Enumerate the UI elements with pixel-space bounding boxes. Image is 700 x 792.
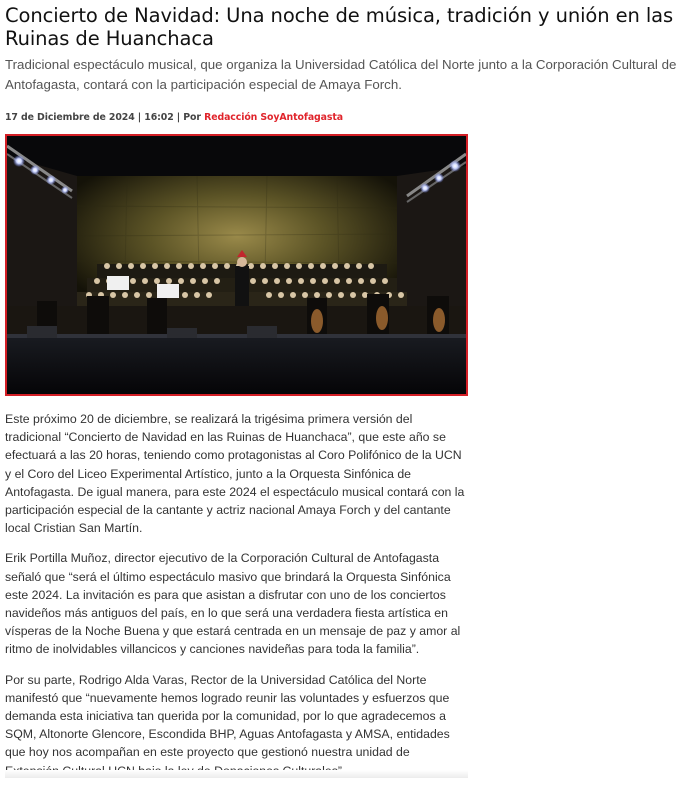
paragraph: Erik Portilla Muñoz, director ejecutivo de la Corporación Cultural de Antofagasta señaló que “será el último espectáculo masivo que brindará la Orquesta Sinfónica este 2024. La invitación es para que asistan a disfrutar con uno de los conciertos navideños más antiguos del país, en lo que será una verdadera fiesta artística en vísperas de la Noche Buena y que estará centrada en un mensaje de paz y amor al ritmo de inolvidables villancicos y canciones navideñas para toda la familia”. — [5, 551, 461, 657]
article-meta — [5, 112, 695, 123]
article-body — [5, 410, 467, 780]
concert-photo-illustration — [7, 136, 466, 394]
author-link[interactable]: Redacción SoyAntofagasta — [204, 112, 343, 123]
meta-by: | Por — [173, 112, 205, 123]
publish-date: 17 de Diciembre de 2024 — [5, 112, 135, 123]
concert-photo[interactable] — [5, 134, 468, 396]
article-title: Concierto de Navidad: Una noche de música, tradición y unión en las Ruinas de Huanchaca — [5, 4, 674, 50]
meta-separator: | — [134, 112, 145, 123]
content-fade-divider — [5, 770, 468, 778]
paragraph: Por su parte, Rodrigo Alda Varas, Rector de la Universidad Católica del Norte manifestó que “nuevamente hemos logrado reunir las voluntades y esfuerzos que demanda esta iniciativa tan querida por la comunidad, por lo que agradecemos a SQM, Altonorte Glencore, Escondida BHP, Aguas Antofagasta y AMSA, entidades que hoy nos acompañan en este proyecto que gestionó nuestra unidad de — [5, 672, 450, 760]
publish-time: 16:02 — [144, 112, 174, 123]
paragraph: Este próximo 20 de diciembre, se realizará la trigésima primera versión del tradicional “Concierto de Navidad en las Ruinas de Huanchaca”, que este año se efectuará a las 20 horas, teniendo como protagonistas al Coro Polifónico de la UCN y el Coro del Liceo Experimental Artístico, junto a la Orquesta Sinfónica de Antofagasta. De igual manera, para este 2024 el espectáculo musical contará con la participación especial de la cantante y actriz nacional Amaya Forch y del cantante local Cristian San Martín. — [5, 412, 465, 536]
article — [5, 0, 695, 792]
article-subtitle: Tradicional espectáculo musical, que organiza la Universidad Católica del Norte junto a la Corporación Cultural de Antofagasta, contará con la participación especial de Amaya Forch. — [5, 57, 677, 92]
